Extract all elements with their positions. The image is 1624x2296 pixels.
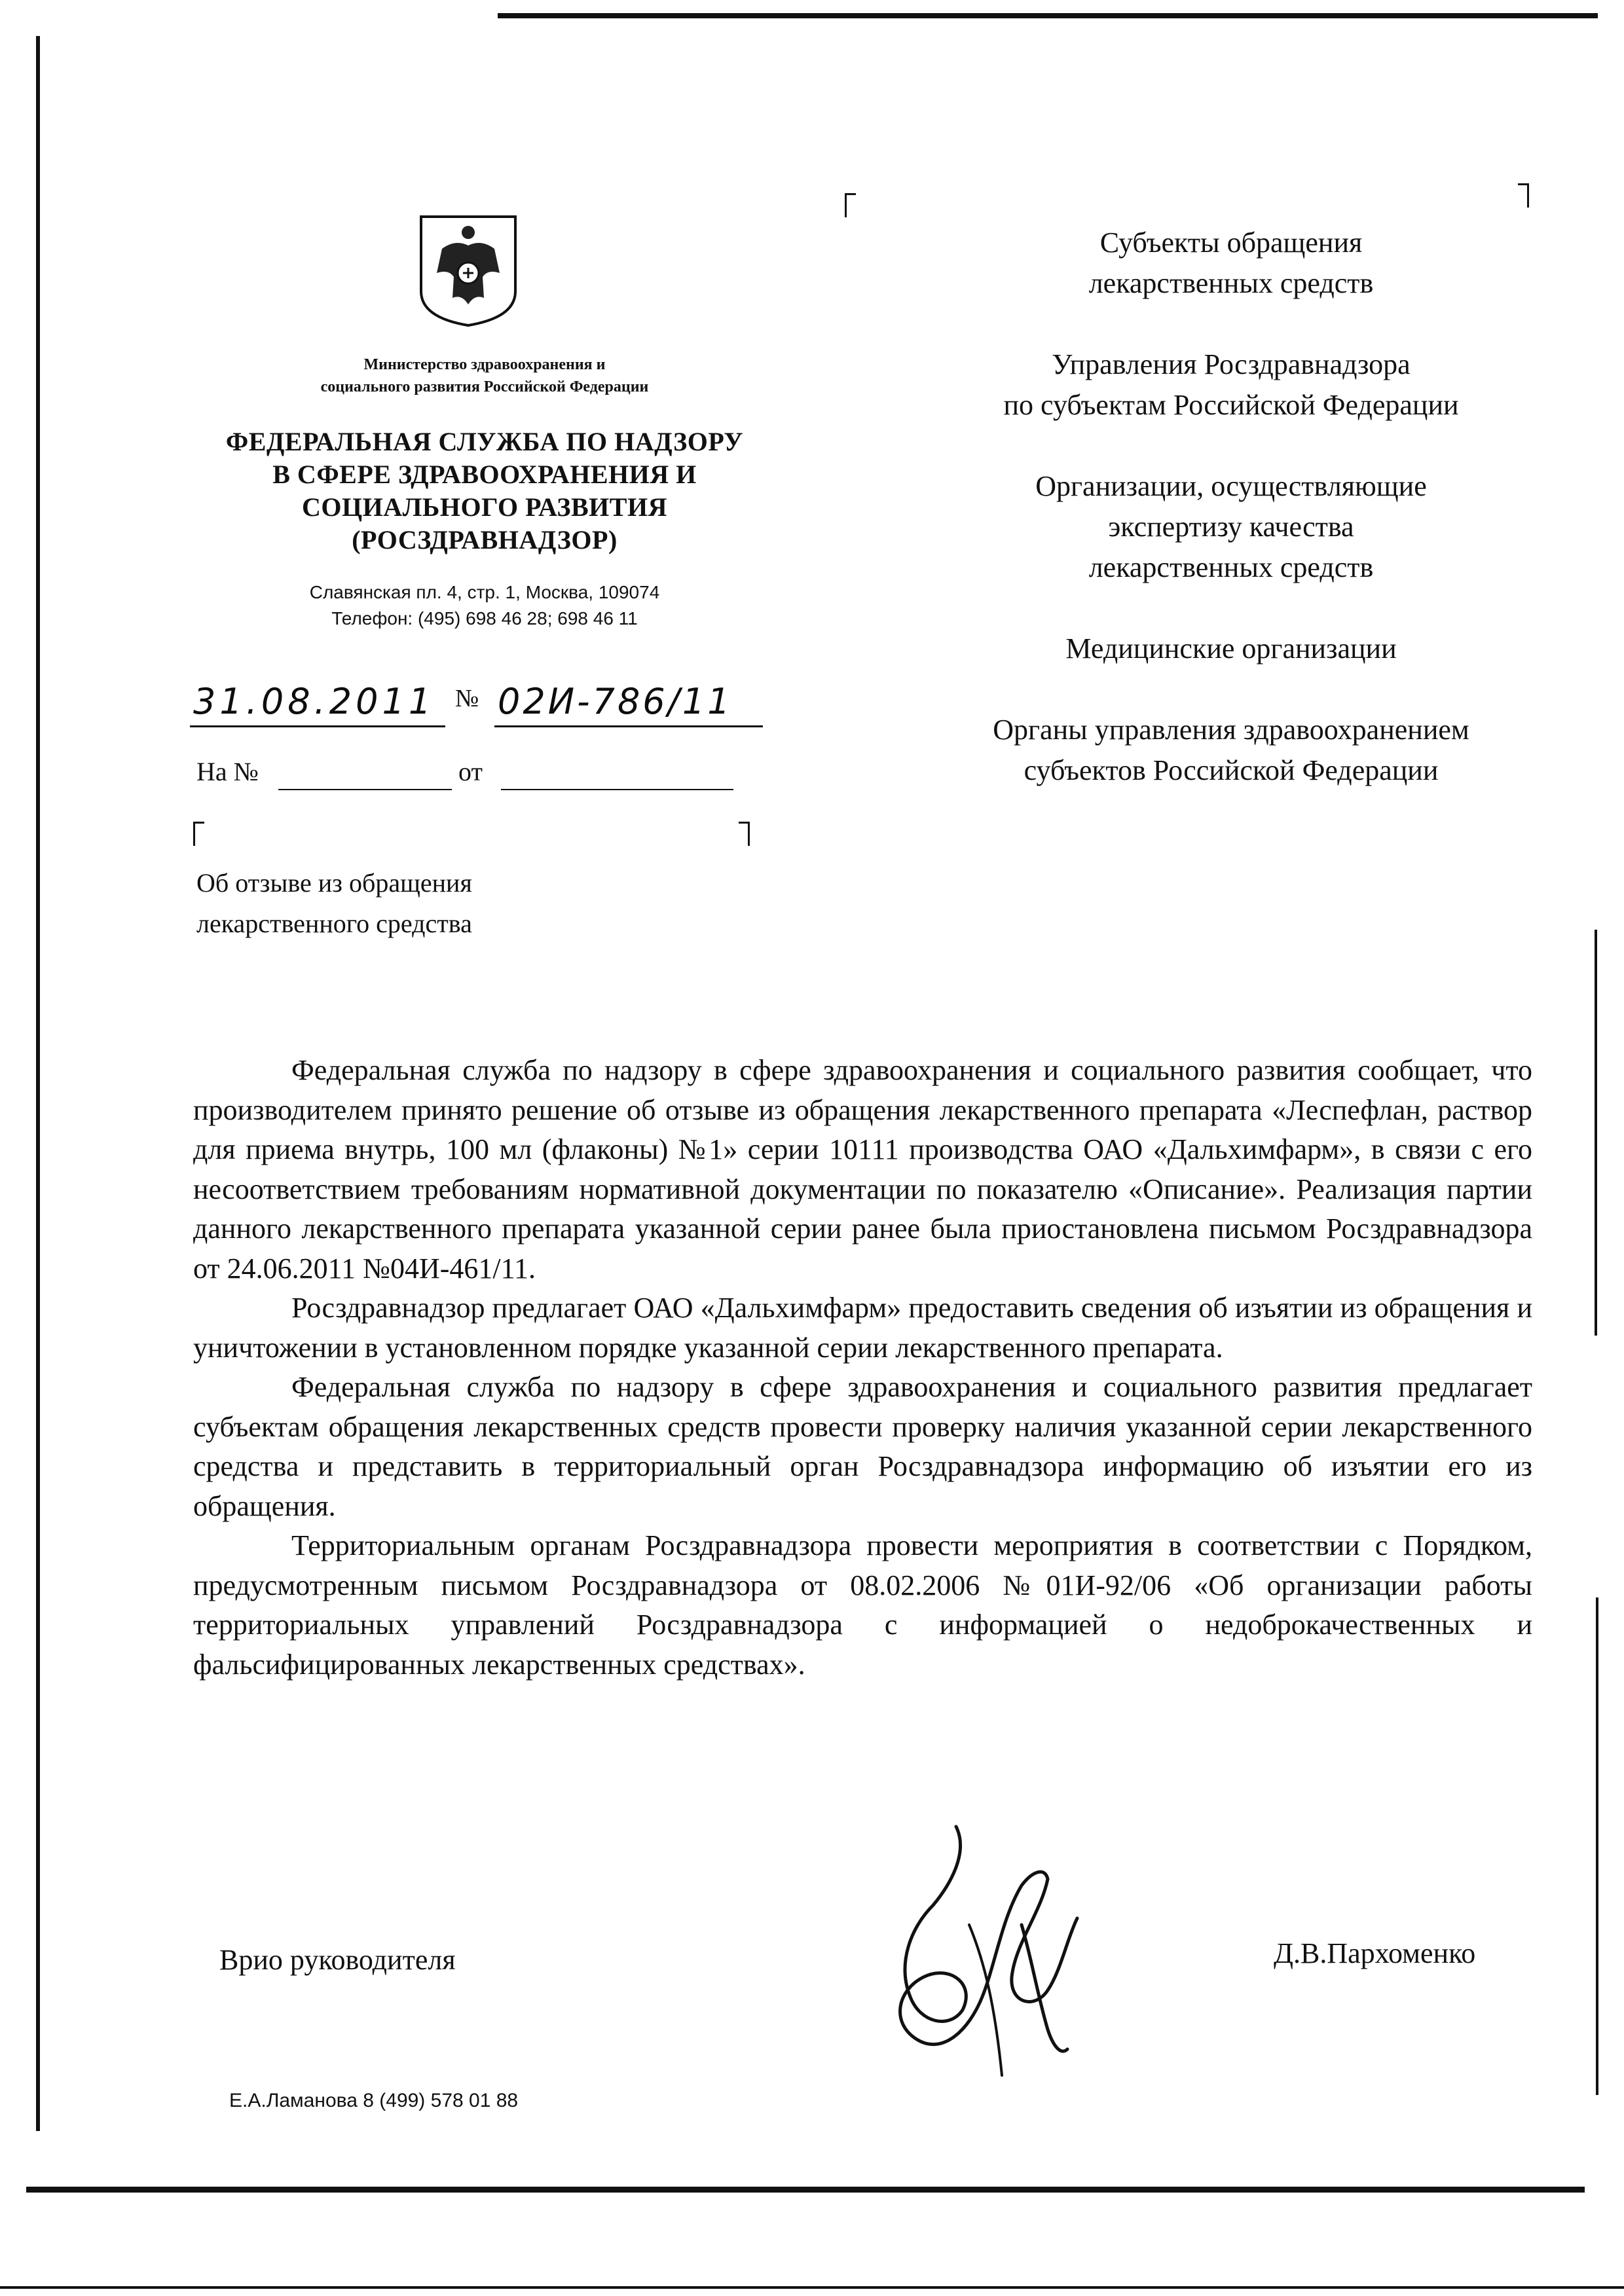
registration-date: 31.08.2011 [193,681,435,722]
recipient-line: Медицинские организации [1065,632,1397,665]
agency-line-4: (РОСЗДРАВНАДЗОР) [352,525,618,555]
scan-edge-top [498,13,1598,18]
subject-line-1: Об отзыве из обращения [196,868,472,898]
recipient-line: Субъекты обращения [1099,227,1363,259]
reply-label: На № [196,757,259,786]
signatory-title: Врио руководителя [219,1944,456,1976]
recipient-2 [904,344,1559,426]
recipients-bracket-left [845,193,856,217]
recipient-line: Управления Росздравнадзора [1052,348,1411,380]
agency-line-2: В СФЕРЕ ЗДРАВООХРАНЕНИЯ И [272,460,697,489]
ministry-line-1: Министерство здравоохранения и [363,356,606,373]
body-paragraph-2: Росздравнадзор предлагает ОАО «Дальхимфарм» предоставить сведения об изъятии из обращения и уничтожении в установленном порядке указанной серии лекарственного препарата. [193,1292,1532,1364]
recipient-line: лекарственных средств [1088,551,1374,583]
body-paragraph-1: Федеральная служба по надзору в сфере здравоохранения и социального развития сообщает, что производителем принято решение об отзыве из обращения лекарственного препарата «Леспефлан, раствор для приема внутрь, 100 мл (флаконы) №1» серии 10111 производства ОАО «Дальхимфарм», в связи с его несоответствием требованиям нормативной документации по показателю «Описание». Реализация партии данного лекарственного препарата указанной серии ранее была приостановлена письмом Росздравнадзора от 24.06.2011 №04И-461/11. [193,1054,1532,1285]
letter-body [193,1051,1532,1685]
recipient-line: по субъектам Российской Федерации [1003,389,1459,421]
agency-line-3: СОЦИАЛЬНОГО РАЗВИТИЯ [302,492,667,522]
body-paragraph-4: Территориальным органам Росздравнадзора провести мероприятия в соответствии с Порядком, предусмотренным письмом Росздравнадзора от 08.02.2006 №01И-92/06 «Об организации работы территориальных управлений Росздравнадзора с информацией о недоброкачественных и фальсифицированных лекарственных средствах». [193,1529,1532,1681]
subject [196,863,472,944]
ministry-name [196,354,773,398]
scan-edge-right-2 [1596,1597,1598,2095]
agency-name [164,426,805,556]
recipient-4 [904,629,1559,669]
number-sign: № [455,685,479,712]
recipient-1 [904,223,1559,304]
agency-line-1: ФЕДЕРАЛЬНАЯ СЛУЖБА ПО НАДЗОРУ [225,427,744,456]
recipient-line: субъектов Российской Федерации [1024,754,1439,786]
recipient-line: Организации, осуществляющие [1035,470,1427,502]
signatory-name: Д.В.Пархоменко [1274,1937,1476,1969]
scan-edge-right [1595,930,1597,1336]
recipient-3 [904,466,1559,588]
executor-contact: Е.А.Ламанова 8 (499) 578 01 88 [229,2090,519,2111]
coat-of-arms-emblem [416,213,521,327]
address-line-2: Телефон: (495) 698 46 28; 698 46 11 [331,608,638,629]
handwritten-signature [871,1813,1094,2088]
scan-edge-bottom [26,2187,1585,2193]
recipient-line: Органы управления здравоохранением [993,714,1469,746]
scan-edge-bottom-2 [0,2286,1624,2289]
ministry-line-2: социального развития Российской Федерации [320,378,649,395]
reply-number-line [278,789,452,790]
recipient-line: экспертизу качества [1108,511,1354,543]
subject-bracket-right [739,822,750,846]
reply-date-line [501,789,733,790]
recipients-bracket-right [1518,183,1529,208]
registration-number: 02И-786/11 [498,681,733,722]
recipient-5 [904,710,1559,791]
reply-from-label: от [458,757,483,786]
recipients-list [904,223,1559,831]
scan-edge-left [36,36,40,2131]
subject-line-2: лекарственного средства [196,909,472,938]
date-underline [190,725,445,727]
address-line-1: Славянская пл. 4, стр. 1, Москва, 109074 [309,582,660,602]
body-paragraph-3: Федеральная служба по надзору в сфере здравоохранения и социального развития предлагает субъектам обращения лекарственных средств провести проверку наличия указанной серии лекарственного средства и представить в территориальный орган Росздравнадзора информацию об изъятии его из обращения. [193,1371,1532,1522]
subject-bracket-left [193,822,204,846]
number-underline [494,725,763,727]
agency-address [196,579,773,632]
recipient-line: лекарственных средств [1088,267,1374,299]
